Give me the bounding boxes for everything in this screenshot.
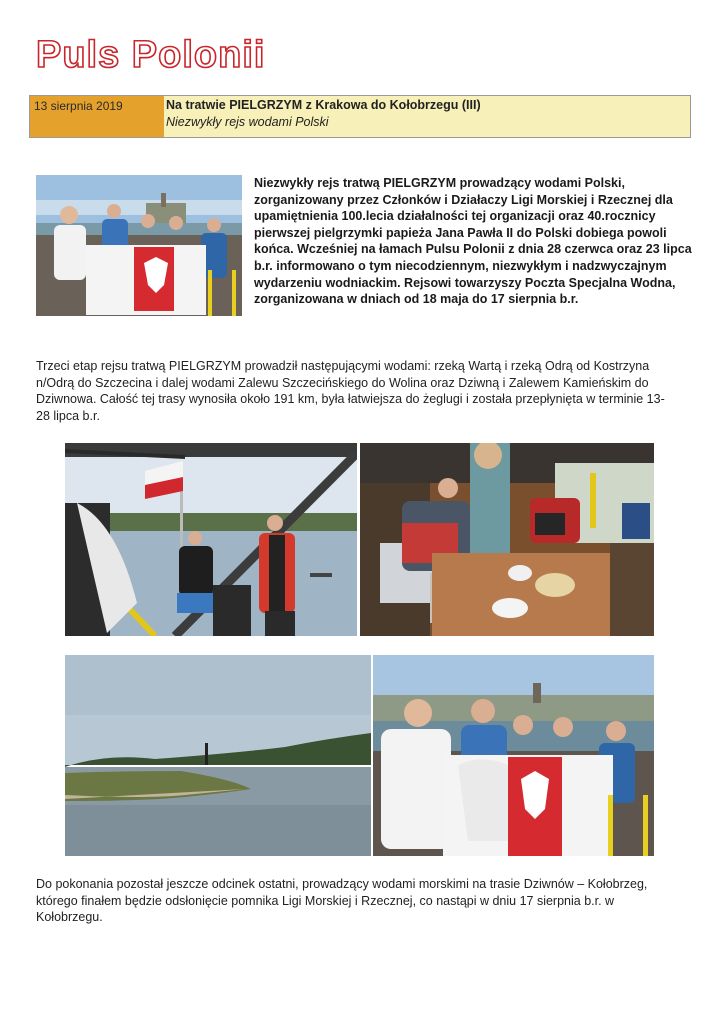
photo-crew-with-flag-large — [373, 655, 654, 856]
photo-cabin-table — [360, 443, 654, 636]
photo-deck-crew — [65, 443, 357, 636]
photo-crew-with-flag — [36, 175, 242, 316]
lead-section — [36, 175, 696, 320]
article-subtitle: Niezwykły rejs wodami Polski — [166, 115, 329, 129]
paragraph-route: Trzeci etap rejsu tratwą PIELGRZYM prowadził następującymi wodami: rzeką Wartą i rzeką Odrą od Kostrzyna n/Odrą do Szczecina i dalej wodami Zalewu Szczecińskiego do Wolina oraz Dziwną i Zalewem Kamieńskim do Dziwnowa. Całość tej trasy wynosiła około 191 km, była łatwiejsza do żeglugi i została przepłynięta w terminie 13-28 lipca b.r. — [36, 359, 665, 423]
article-header — [29, 95, 691, 138]
lead-text: Niezwykły rejs tratwą PIELGRZYM prowadzący wodami Polski, zorganizowany przez Członków i Działaczy Ligi Morskiej i Rzecznej dla upamiętnienia 100.lecia działalności tej organizacji oraz 40.rocznicy pierwszej pielgrzymki papieża Jana Pawła II do Polski dobiega powoli końca. Wcześniej na łamach Pulsu Polonii z dnia 28 czerwca oraz 23 lipca b.r. informowano o tym niecodziennym, niezwykłym i nadzwyczajnym wydarzeniu wodniackim. Rejsowi towarzyszy Poczta Specjalna Wodna, zorganizowana w dniach od 18 maja do 17 sierpnia b.r. — [254, 176, 692, 307]
paragraph-final-stage: Do pokonania pozostał jeszcze odcinek ostatni, prowadzący wodami morskimi na trasie Dziwnów – Kołobrzeg, którego finałem będzie odsłonięcie pomnika Ligi Morskiej i Rzecznej, co nastąpi w dniu 17 sierpnia b.r. w Kołobrzegu. — [36, 877, 648, 925]
article-date: 13 sierpnia 2019 — [30, 96, 164, 137]
masthead-logo: Puls Polonii — [36, 34, 266, 76]
article-title: Na tratwie PIELGRZYM z Krakowa do Kołobrzegu (III) — [166, 98, 481, 112]
photo-river-bank — [65, 655, 371, 856]
